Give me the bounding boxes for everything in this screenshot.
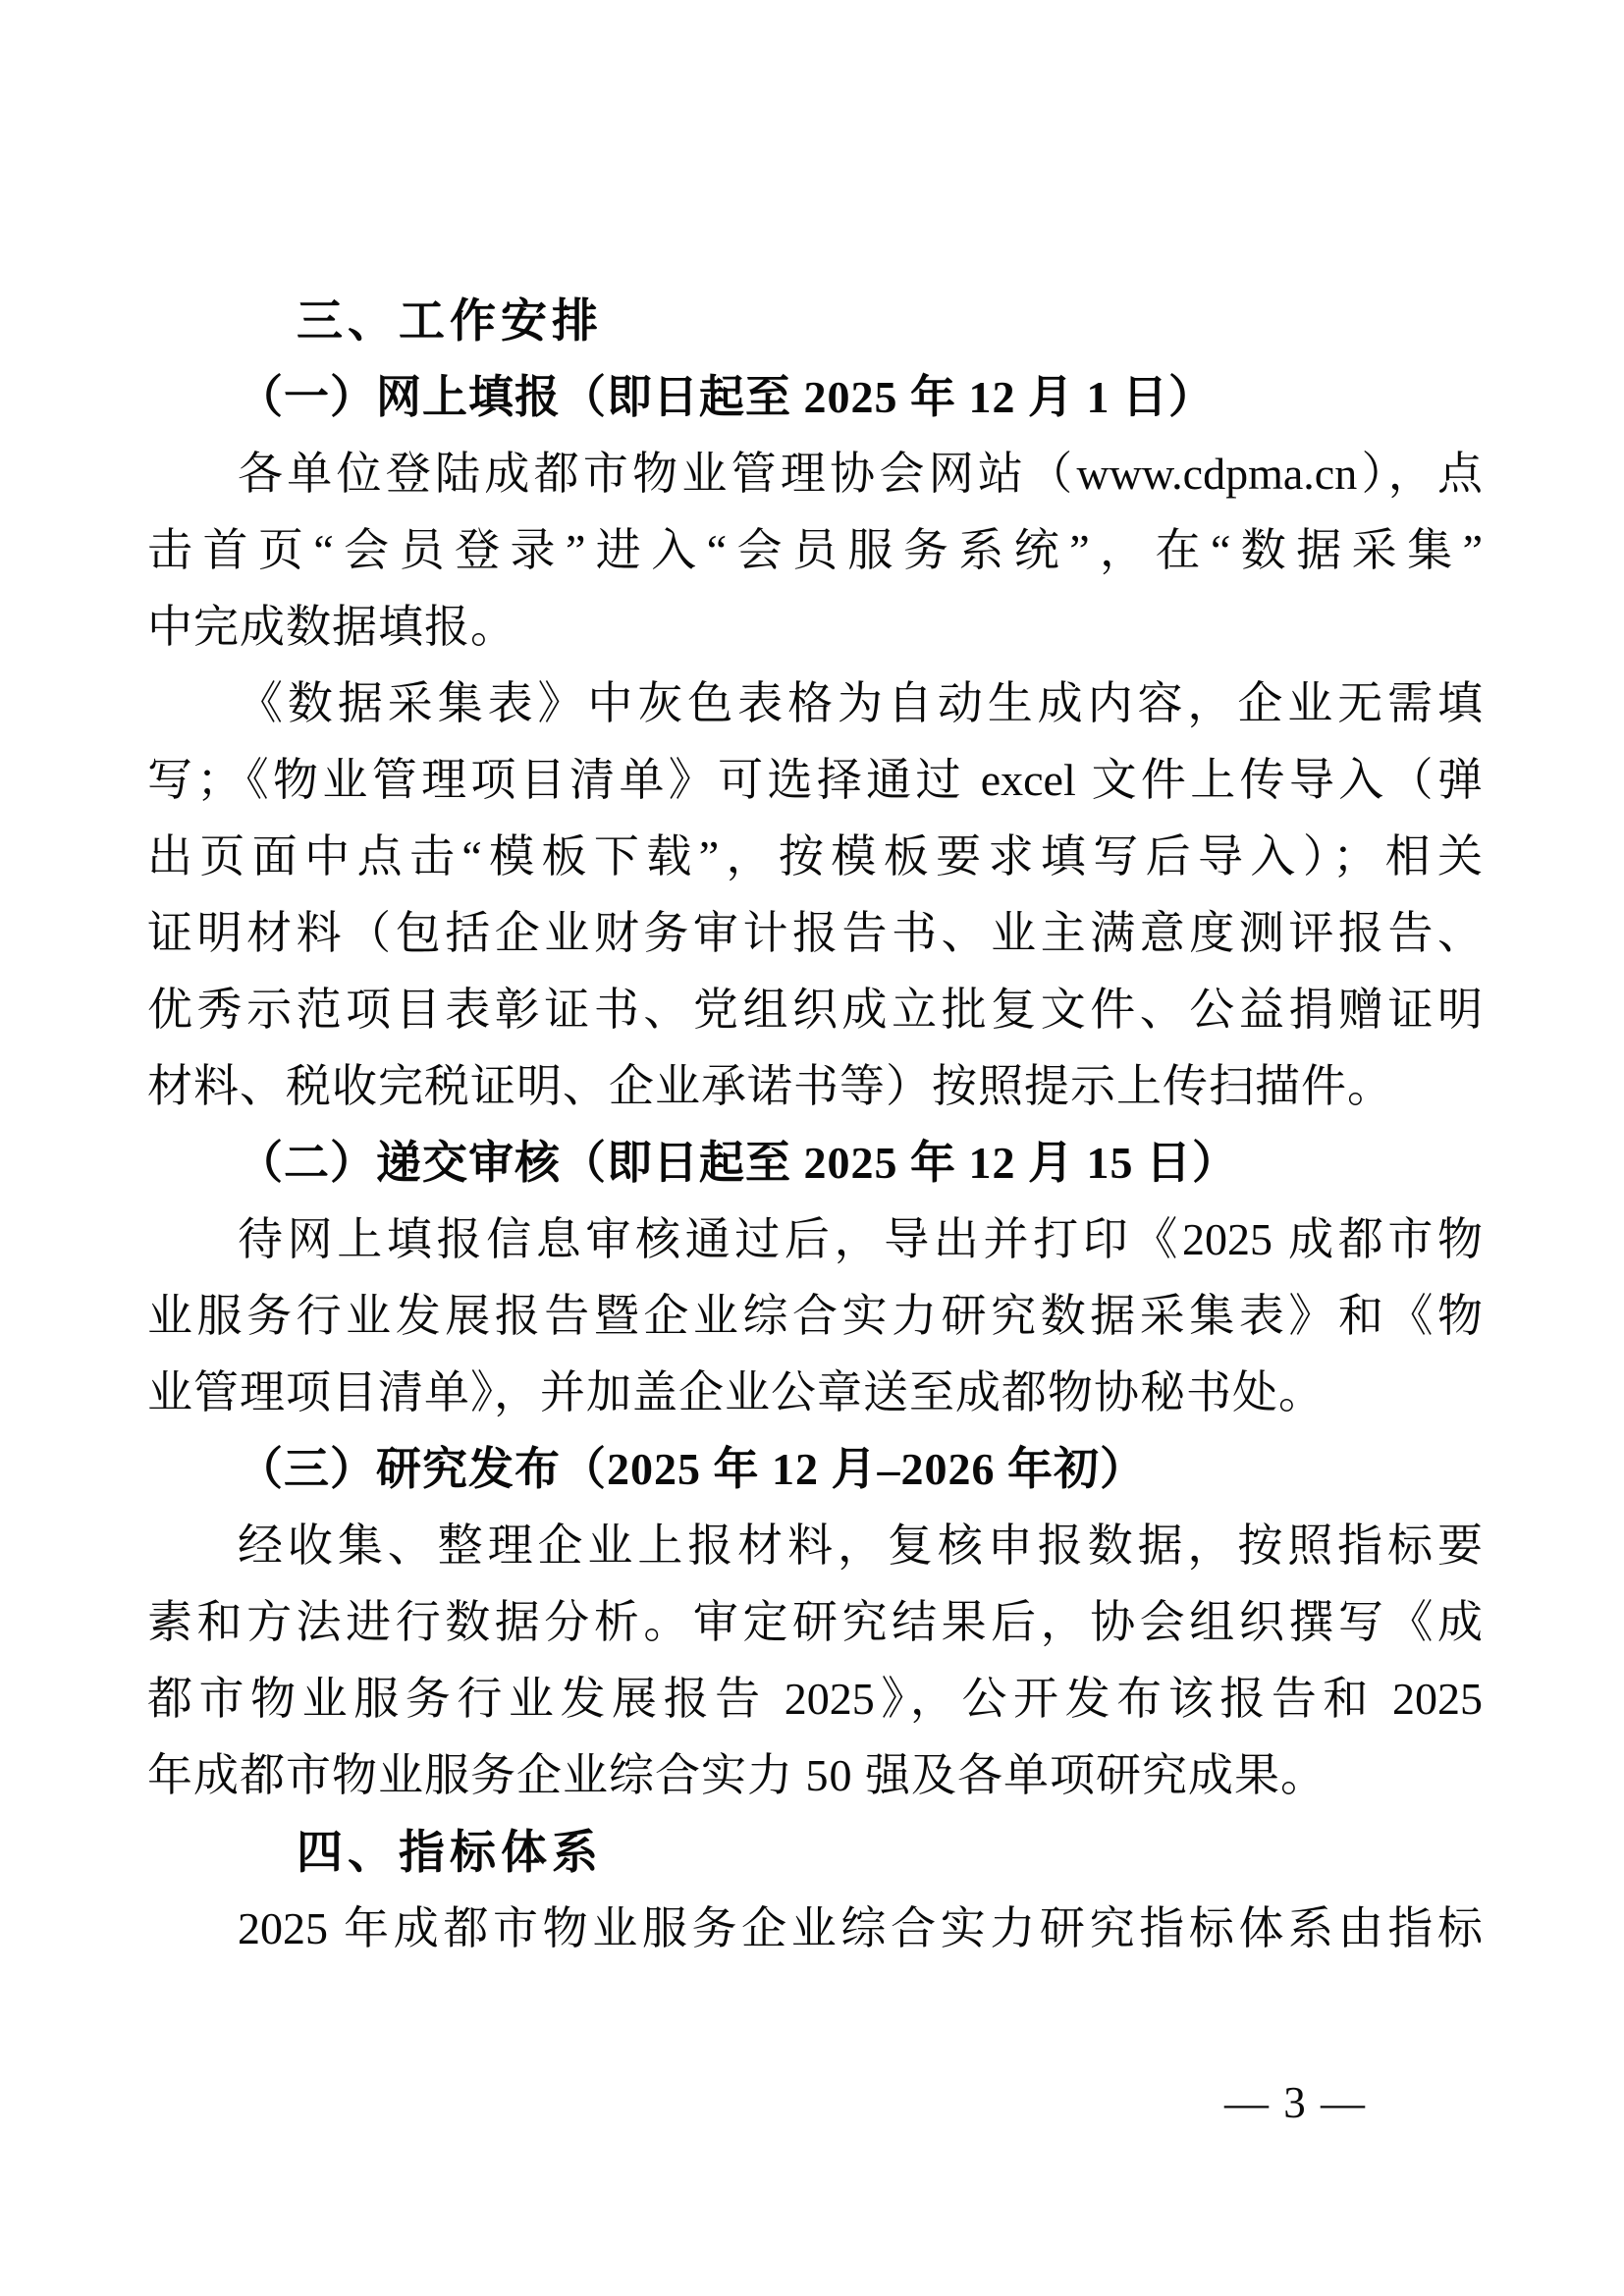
paragraph-line: 待网上填报信息审核通过后，导出并打印《2025 成都市物 bbox=[238, 1214, 1483, 1264]
page-number: — 3 — bbox=[1224, 2078, 1367, 2127]
subsection-heading-1: （一）网上填报（即日起至 2025 年 12 月 1 日） bbox=[238, 372, 1215, 422]
paragraph-line: 各单位登陆成都市物业管理协会网站（www.cdpma.cn），点 bbox=[238, 449, 1483, 499]
paragraph-line: 材料、税收完税证明、企业承诺书等）按照提示上传扫描件。 bbox=[147, 1061, 1393, 1111]
paragraph-line: 2025 年成都市物业服务企业综合实力研究指标体系由指标 bbox=[238, 1903, 1483, 1953]
paragraph-line: 经收集、整理企业上报材料，复核申报数据，按照指标要 bbox=[238, 1521, 1483, 1571]
document-body bbox=[147, 283, 1483, 1967]
paragraph-line: 业管理项目清单》，并加盖企业公章送至成都物协秘书处。 bbox=[147, 1367, 1325, 1417]
paragraph-line: 都市物业服务行业发展报告 2025》，公开发布该报告和 2025 bbox=[147, 1674, 1483, 1724]
subsection-heading-3: （三）研究发布（2025 年 12 月–2026 年初） bbox=[238, 1444, 1146, 1494]
paragraph-line: 中完成数据填报。 bbox=[147, 602, 516, 652]
paragraph-line: 写；《物业管理项目清单》可选择通过 excel 文件上传导入（弹 bbox=[147, 755, 1484, 805]
subsection-heading-2: （二）递交审核（即日起至 2025 年 12 月 15 日） bbox=[238, 1138, 1238, 1188]
section-heading-4: 四、指标体系 bbox=[297, 1826, 603, 1878]
section-heading-3: 三、工作安排 bbox=[297, 294, 603, 347]
paragraph-line: 《数据采集表》中灰色表格为自动生成内容，企业无需填 bbox=[238, 678, 1483, 728]
paragraph-line: 优秀示范项目表彰证书、党组织成立批复文件、公益捐赠证明 bbox=[147, 985, 1483, 1035]
paragraph-line: 素和方法进行数据分析。审定研究结果后，协会组织撰写《成 bbox=[147, 1597, 1483, 1647]
paragraph-line: 击首页“会员登录”进入“会员服务系统”，在“数据采集” bbox=[147, 525, 1483, 575]
paragraph-line: 出页面中点击“模板下载”，按模板要求填写后导入）；相关 bbox=[147, 831, 1483, 881]
paragraph-line: 年成都市物业服务企业综合实力 50 强及各单项研究成果。 bbox=[147, 1750, 1326, 1800]
paragraph-line: 证明材料（包括企业财务审计报告书、业主满意度测评报告、 bbox=[147, 908, 1483, 958]
paragraph-line: 业服务行业发展报告暨企业综合实力研究数据采集表》和《物 bbox=[147, 1291, 1483, 1341]
